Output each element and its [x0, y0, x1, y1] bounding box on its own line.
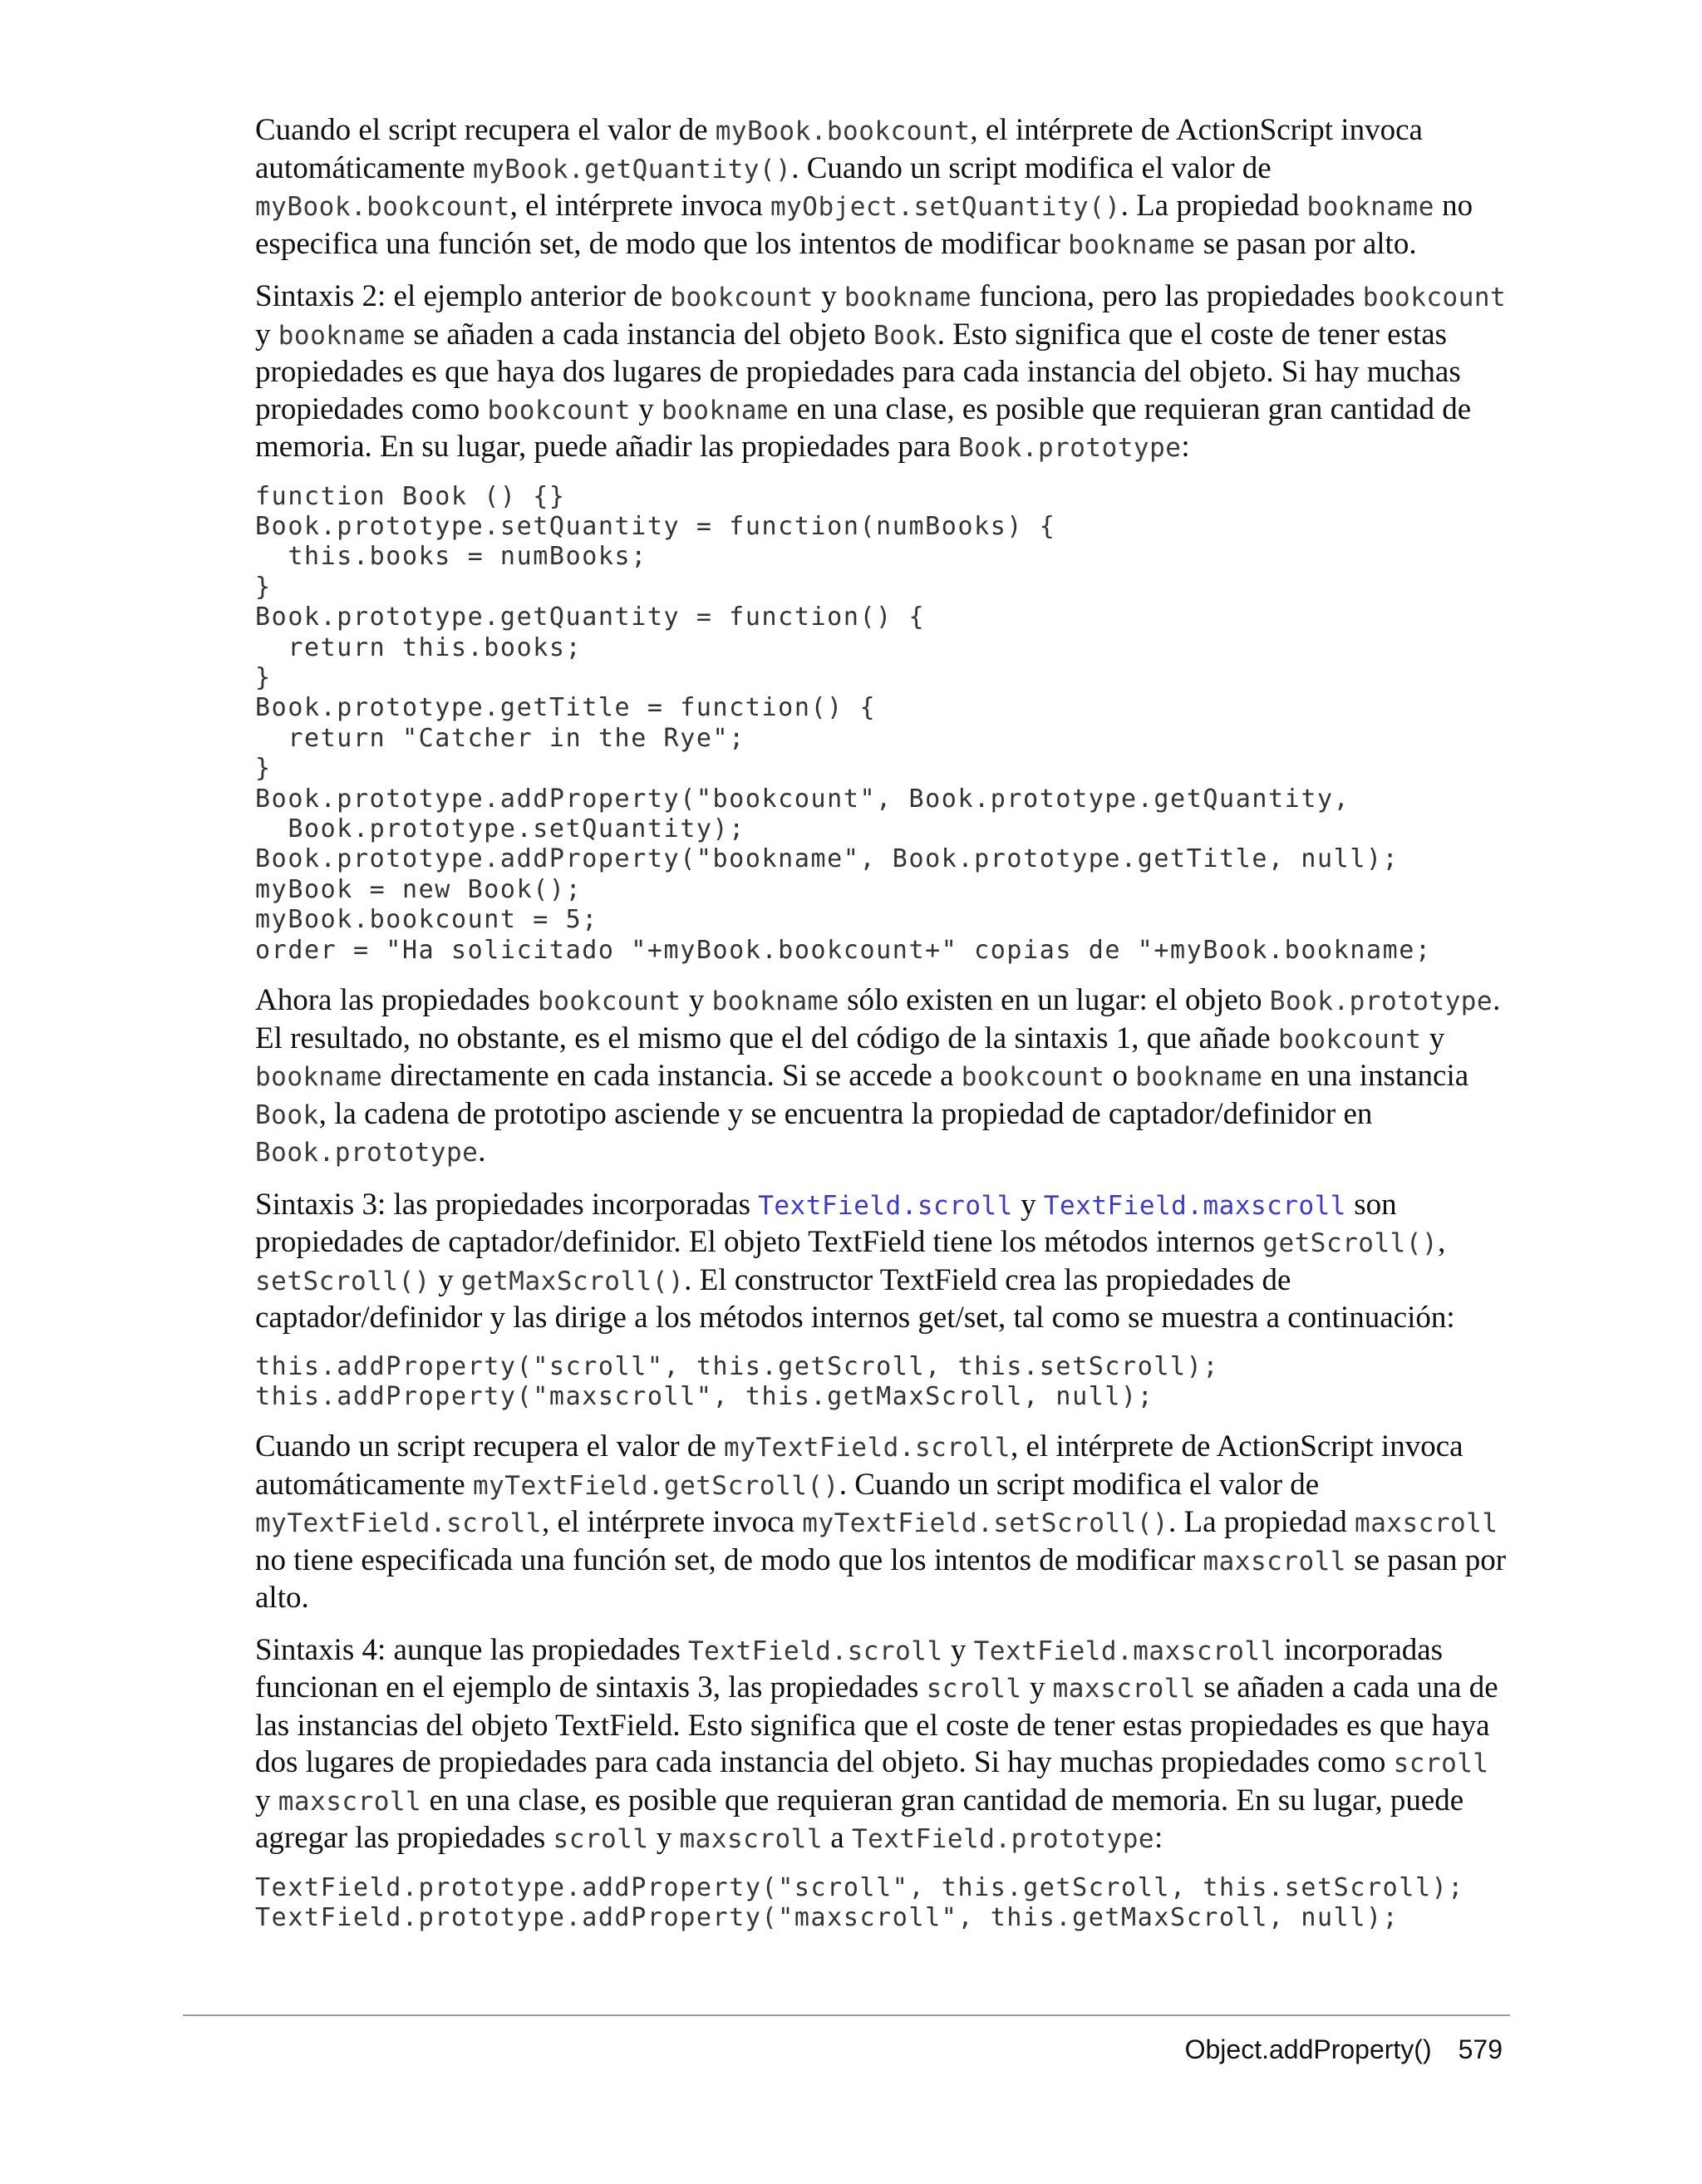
inline-code: maxscroll [1052, 1674, 1197, 1704]
inline-code: maxscroll [1355, 1508, 1498, 1539]
paragraph-syntax1-explanation: Cuando el script recupera el valor de myBook.bookcount, el intérprete de ActionScript invoca automáticamente myBook.getQuantity(). Cuando un script modifica el valor de myBook.bookcount, el intérprete invoca myObject.setQuantity(). La propiedad bookname no especifica una función set, de modo que los intentos de modificar bookname se pasan por alto. [255, 113, 1473, 261]
inline-code: bookcount [1277, 1024, 1422, 1055]
inline-code: bookcount [670, 283, 814, 312]
inline-code: getMaxScroll() [460, 1266, 685, 1296]
inline-code: maxscroll [278, 1786, 422, 1817]
inline-code: bookname [844, 283, 972, 312]
document-page [255, 112, 1510, 1950]
paragraph-syntax2: Sintaxis 2: el ejemplo anterior de bookcount y bookname funciona, pero las propiedades bookcount y bookname se añaden a cada instancia del objeto Book. Esto significa que el coste de tener estas propiedades es que haya dos lugares de propiedades para cada instancia del objeto. Si hay muchas propiedades como bookcount y bookname en una clase, es posible que requieran gran cantidad de memoria. En su lugar, puede añadir las propiedades para Book.prototype: [255, 279, 1507, 464]
inline-code: TextField.scroll [687, 1636, 943, 1666]
inline-code: bookcount [487, 395, 631, 425]
inline-code: myTextField.getScroll() [472, 1470, 839, 1501]
inline-code: maxscroll [679, 1824, 823, 1855]
paragraph-syntax4: Sintaxis 4: aunque las propiedades TextField.scroll y TextField.maxscroll incorporadas funcionan en el ejemplo de sintaxis 3, las propiedades scroll y maxscroll se añaden a cada una de las instancias del objeto TextField. Esto significa que el coste de tener estas propiedades es que haya dos lugares de propiedades para cada instancia del objeto. Si hay muchas propiedades como scroll y maxscroll en una clase, es posible que requieran gran cantidad de memoria. En su lugar, puede agregar las propiedades scroll y maxscroll a TextField.prototype: [255, 1632, 1498, 1856]
inline-code: scroll [1393, 1749, 1489, 1779]
code-block-textfield-this: this.addProperty("scroll", this.getScroll, this.setScroll); this.addProperty("maxscroll", this.getMaxScroll, null); [255, 1351, 1220, 1411]
inline-code: TextField.prototype [851, 1824, 1155, 1855]
inline-code: myTextField.setScroll() [802, 1508, 1169, 1539]
paragraph-textfield-scroll: Cuando un script recupera el valor de myTextField.scroll, el intérprete de ActionScript invoca automáticamente myTextField.getScroll(). Cuando un script modifica el valor de myTextField.scroll, el intérprete invoca myTextField.setScroll(). La propiedad maxscroll no tiene especificada una función set, de modo que los intentos de modificar maxscroll se pasan por alto. [255, 1429, 1507, 1616]
inline-code: scroll [553, 1824, 649, 1855]
footer-divider [183, 2014, 1510, 2016]
code-block-textfield-prototype: TextField.prototype.addProperty("scroll", this.getScroll, this.setScroll); TextField.prototype.addProperty("maxscroll", this.getMaxScroll, null); [255, 1872, 1464, 1933]
inline-code: bookname [661, 395, 790, 425]
inline-code: scroll [926, 1674, 1022, 1704]
inline-code: bookname [1135, 1062, 1263, 1092]
code-block-book-prototype: function Book () {} Book.prototype.setQuantity = function(numBooks) { this.books = numBooks; } Book.prototype.getQuantity = function() { return this.books; } Book.prototype.getTitle = function() { return "Catcher in the Rye"; } Book.prototype.addProperty("bookcount", Book.prototype.getQuantity, Book.prototype.setQuantity); Book.prototype.addProperty("bookname", Book.prototype.getTitle, null); myBook = new Book(); myBook.bookcount = 5; order = "Ha solicitado "+myBook.bookcount+" copias de "+myBook.bookname; [255, 481, 1432, 965]
inline-code: setScroll() [255, 1266, 430, 1296]
inline-code: bookcount [1362, 283, 1507, 312]
page-number: 579 [1458, 2034, 1503, 2064]
inline-code: Book.prototype [958, 433, 1182, 463]
paragraph-syntax3: Sintaxis 3: las propiedades incorporadas TextField.scroll y TextField.maxscroll son propiedades de captador/definidor. El objeto TextField tiene los métodos internos getScroll(), setScroll() y getMaxScroll(). El constructor TextField crea las propiedades de captador/definidor y las dirige a los métodos internos get/set, tal como se muestra a continuación: [255, 1187, 1455, 1335]
inline-code: Book.prototype [1269, 986, 1493, 1016]
inline-code: bookname [255, 1062, 383, 1092]
inline-code: bookcount [538, 986, 681, 1016]
inline-code: myBook.getQuantity() [472, 154, 792, 184]
inline-code: myBook.bookcount [255, 192, 510, 222]
inline-code: getScroll() [1262, 1228, 1439, 1258]
page-footer [1185, 2034, 1503, 2065]
inline-code: myBook.bookcount [715, 116, 971, 146]
inline-code: bookname [711, 986, 839, 1016]
inline-code: myTextField.scroll [255, 1508, 542, 1539]
inline-code: myTextField.scroll [724, 1433, 1011, 1463]
inline-code: maxscroll [1203, 1546, 1346, 1577]
inline-code: bookname [278, 320, 406, 351]
inline-code: Book [255, 1099, 319, 1130]
inline-code: TextField.maxscroll [973, 1636, 1276, 1666]
inline-code-link[interactable]: TextField.maxscroll [1043, 1190, 1346, 1221]
inline-code: bookcount [961, 1062, 1105, 1092]
inline-code-link[interactable]: TextField.scroll [758, 1190, 1013, 1221]
inline-code: Book.prototype [255, 1138, 479, 1168]
paragraph-prototype-result: Ahora las propiedades bookcount y bookname sólo existen en un lugar: el objeto Book.prototype. El resultado, no obstante, es el mismo que el del código de la sintaxis 1, que añade bookcount y bookname directamente en cada instancia. Si se accede a bookcount o bookname en una instancia Book, la cadena de prototipo asciende y se encuentra la propiedad de captador/definidor en Book.prototype. [255, 983, 1501, 1168]
inline-code: myObject.setQuantity() [770, 192, 1121, 222]
footer-reference: Object.addProperty() [1184, 2034, 1432, 2064]
inline-code: bookname [1306, 192, 1434, 222]
inline-code: bookname [1068, 229, 1196, 260]
inline-code: Book [873, 320, 937, 351]
